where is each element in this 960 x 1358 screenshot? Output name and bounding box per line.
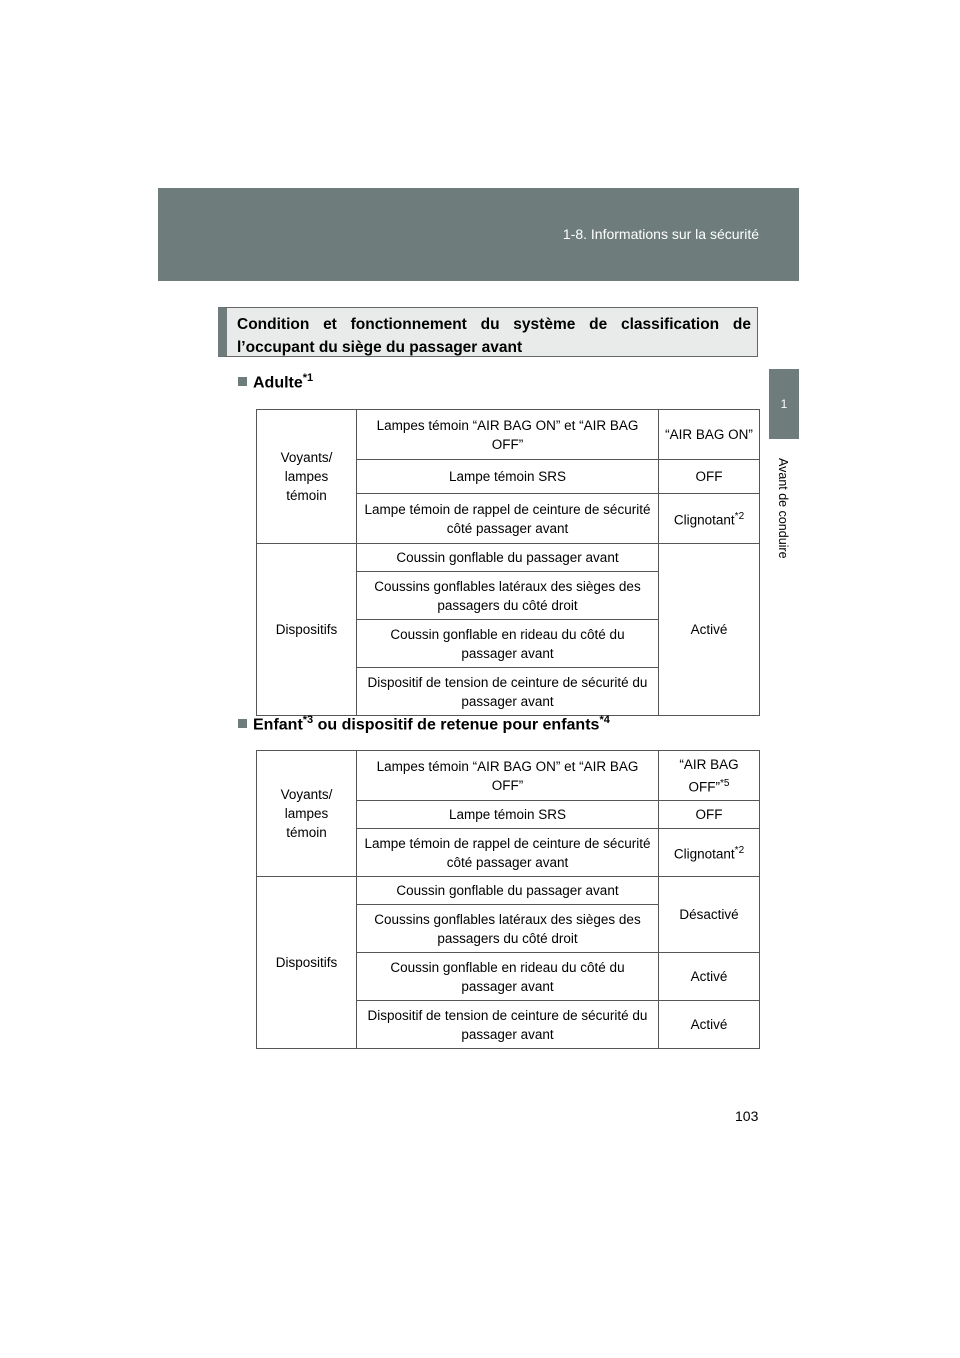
chapter-number: 1 — [780, 397, 788, 411]
adult-table — [256, 409, 760, 716]
child-ind3-label: Lampe témoin de rappel de ceinture de sécurité côté passager avant — [357, 829, 659, 877]
child-dev1-label: Coussin gonflable du passager avant — [357, 877, 659, 905]
child-ind3-note: *2 — [734, 845, 745, 857]
child-heading-note-a: *3 — [302, 714, 314, 726]
child-dev4-label: Dispositif de tension de ceinture de sécurité du passager avant — [357, 1001, 659, 1049]
child-ind1-cell — [659, 751, 760, 801]
adult-dev-value: Activé — [659, 544, 760, 716]
child-table — [256, 750, 760, 1049]
adult-dev4-label: Dispositif de tension de ceinture de sécurité du passager avant — [357, 668, 659, 716]
section-title: Condition et fonctionnement du système de classification de l’occupant du siège du passager avant — [237, 316, 751, 356]
child-ind3-cell — [659, 829, 760, 877]
adult-heading-note: *1 — [302, 372, 314, 384]
child-group-devices: Dispositifs — [257, 877, 357, 1049]
adult-heading — [238, 372, 313, 392]
child-dev4-value: Activé — [659, 1001, 760, 1049]
child-heading-note-b: *4 — [599, 714, 610, 726]
table-row — [257, 751, 760, 801]
adult-ind1-value: “AIR BAG ON” — [659, 410, 760, 460]
adult-ind2-label: Lampe témoin SRS — [357, 460, 659, 494]
child-dev2-label: Coussins gonflables latéraux des sièges des passagers du côté droit — [357, 905, 659, 953]
adult-ind3-label: Lampe témoin de rappel de ceinture de sécurité côté passager avant — [357, 494, 659, 544]
adult-group-devices: Dispositifs — [257, 544, 357, 716]
child-heading-a: Enfant — [253, 716, 303, 734]
child-dev3-label: Coussin gonflable en rideau du côté du passager avant — [357, 953, 659, 1001]
adult-dev3-label: Coussin gonflable en rideau du côté du passager avant — [357, 620, 659, 668]
chapter-label: Avant de conduire — [776, 457, 790, 559]
child-ind3-value: Clignotant — [673, 846, 735, 862]
page-number: 103 — [735, 1108, 759, 1124]
adult-ind1-label: Lampes témoin “AIR BAG ON” et “AIR BAG OFF” — [357, 410, 659, 460]
child-ind1-note: *5 — [720, 777, 730, 789]
child-ind2-value: OFF — [659, 801, 760, 829]
table-row — [257, 877, 760, 905]
table-row — [257, 544, 760, 572]
adult-heading-text: Adulte — [253, 374, 303, 392]
table-row — [257, 410, 760, 460]
child-ind1-label: Lampes témoin “AIR BAG ON” et “AIR BAG OFF” — [357, 751, 659, 801]
adult-dev2-label: Coussins gonflables latéraux des sièges des passagers du côté droit — [357, 572, 659, 620]
square-bullet-icon — [238, 377, 247, 386]
chapter-tab — [769, 369, 799, 439]
child-group-indicators: Voyants/ lampes témoin — [257, 751, 357, 877]
child-heading-b: ou dispositif de retenue pour enfants — [313, 716, 600, 734]
adult-ind3-note: *2 — [734, 511, 745, 523]
child-dev3-value: Activé — [659, 953, 760, 1001]
adult-ind2-value: OFF — [659, 460, 760, 494]
adult-ind3-value: Clignotant — [673, 512, 735, 528]
adult-dev1-label: Coussin gonflable du passager avant — [357, 544, 659, 572]
adult-group-indicators: Voyants/ lampes témoin — [257, 410, 357, 544]
section-title-box — [218, 307, 758, 357]
child-heading — [238, 714, 610, 734]
child-ind2-label: Lampe témoin SRS — [357, 801, 659, 829]
chapter-side-label — [770, 448, 796, 568]
header-band — [158, 188, 799, 281]
child-dev12-value: Désactivé — [659, 877, 760, 953]
header-section-title: 1-8. Informations sur la sécurité — [562, 226, 759, 242]
child-ind1-value: “AIR BAG OFF” — [679, 756, 739, 795]
adult-ind3-cell — [659, 494, 760, 544]
square-bullet-icon — [238, 719, 247, 728]
